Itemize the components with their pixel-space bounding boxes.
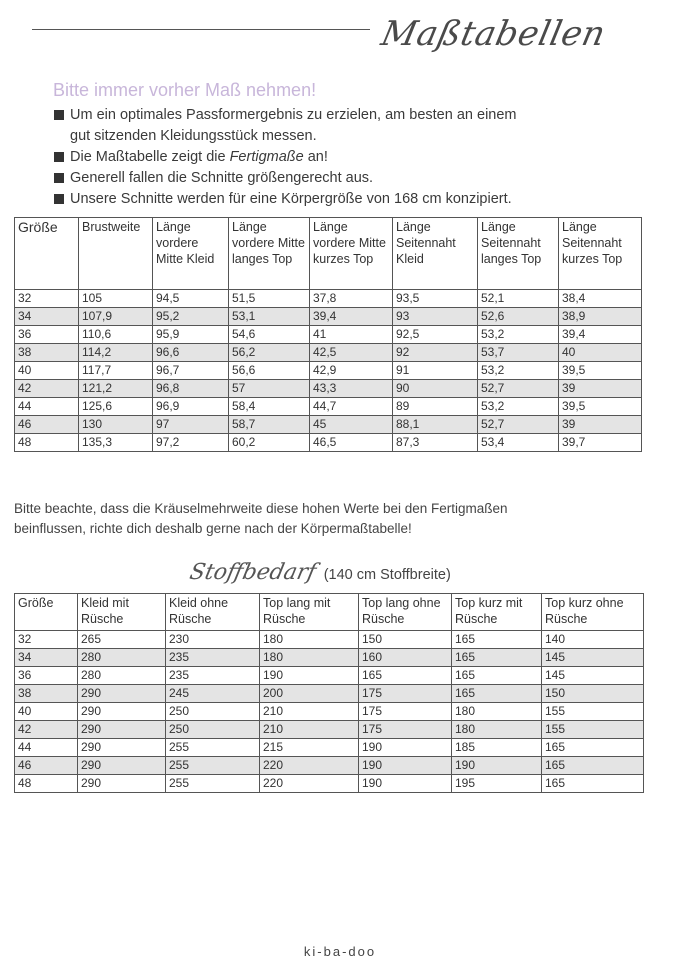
value-cell: 150 [542, 685, 644, 703]
value-cell: 39 [559, 416, 642, 434]
value-cell: 39,7 [559, 434, 642, 452]
value-cell: 160 [359, 649, 452, 667]
value-cell: 42,9 [310, 362, 393, 380]
column-header: Länge vordere Mitte langes Top [229, 218, 310, 290]
value-cell: 40 [559, 344, 642, 362]
size-cell: 32 [15, 290, 79, 308]
value-cell: 53,2 [478, 362, 559, 380]
header-divider [32, 29, 370, 30]
size-cell: 42 [15, 721, 78, 739]
value-cell: 150 [359, 631, 452, 649]
value-cell: 220 [260, 757, 359, 775]
size-cell: 40 [15, 703, 78, 721]
value-cell: 56,6 [229, 362, 310, 380]
fabric-subtitle: (140 cm Stoffbreite) [323, 567, 451, 583]
value-cell: 165 [452, 685, 542, 703]
value-cell: 54,6 [229, 326, 310, 344]
value-cell: 145 [542, 667, 644, 685]
size-cell: 46 [15, 757, 78, 775]
value-cell: 180 [260, 649, 359, 667]
value-cell: 190 [359, 775, 452, 793]
intro-bullet-list [54, 105, 517, 210]
fabric-heading [187, 560, 451, 585]
value-cell: 38,4 [559, 290, 642, 308]
value-cell: 255 [166, 739, 260, 757]
value-cell: 190 [260, 667, 359, 685]
measurement-table [14, 217, 642, 452]
value-cell: 165 [542, 757, 644, 775]
size-cell: 40 [15, 362, 79, 380]
value-cell: 57 [229, 380, 310, 398]
table-row [15, 308, 642, 326]
square-bullet-icon [54, 173, 64, 183]
size-cell: 34 [15, 308, 79, 326]
value-cell: 96,8 [153, 380, 229, 398]
value-cell: 145 [542, 649, 644, 667]
value-cell: 88,1 [393, 416, 478, 434]
value-cell: 165 [452, 667, 542, 685]
value-cell: 53,2 [478, 398, 559, 416]
brand-footer: ki-ba-doo [303, 944, 377, 959]
table-row [15, 416, 642, 434]
table-row [15, 362, 642, 380]
value-cell: 250 [166, 721, 260, 739]
value-cell: 121,2 [79, 380, 153, 398]
value-cell: 215 [260, 739, 359, 757]
bullet-text: Die Maßtabelle zeigt die [70, 149, 230, 165]
value-cell: 39,5 [559, 398, 642, 416]
size-cell: 34 [15, 649, 78, 667]
value-cell: 93,5 [393, 290, 478, 308]
value-cell: 56,2 [229, 344, 310, 362]
size-cell: 38 [15, 344, 79, 362]
bullet-emphasis: Fertigmaße [229, 149, 304, 165]
table-row [15, 398, 642, 416]
column-header: Länge vordere Mitte Kleid [153, 218, 229, 290]
value-cell: 51,5 [229, 290, 310, 308]
table-row [15, 290, 642, 308]
value-cell: 265 [78, 631, 166, 649]
column-header: Top kurz ohne Rüsche [542, 594, 644, 631]
value-cell: 235 [166, 667, 260, 685]
value-cell: 140 [542, 631, 644, 649]
value-cell: 58,4 [229, 398, 310, 416]
value-cell: 89 [393, 398, 478, 416]
value-cell: 43,3 [310, 380, 393, 398]
note-line: Bitte beachte, dass die Kräuselmehrweite diese hohen Werte bei den Fertigmaßen [14, 501, 508, 516]
value-cell: 92,5 [393, 326, 478, 344]
value-cell: 92 [393, 344, 478, 362]
value-cell: 52,6 [478, 308, 559, 326]
value-cell: 110,6 [79, 326, 153, 344]
value-cell: 255 [166, 757, 260, 775]
size-cell: 36 [15, 326, 79, 344]
table-row [15, 344, 642, 362]
value-cell: 245 [166, 685, 260, 703]
value-cell: 210 [260, 721, 359, 739]
value-cell: 39 [559, 380, 642, 398]
value-cell: 290 [78, 757, 166, 775]
value-cell: 210 [260, 703, 359, 721]
bullet-continuation [54, 126, 517, 147]
value-cell: 90 [393, 380, 478, 398]
value-cell: 290 [78, 685, 166, 703]
column-header: Länge Seitennaht kurzes Top [559, 218, 642, 290]
column-header: Kleid mit Rüsche [78, 594, 166, 631]
value-cell: 280 [78, 649, 166, 667]
value-cell: 195 [452, 775, 542, 793]
size-cell: 42 [15, 380, 79, 398]
size-cell: 46 [15, 416, 79, 434]
column-header: Länge vordere Mitte kurzes Top [310, 218, 393, 290]
table-row [15, 667, 644, 685]
bullet-text: gut sitzenden Kleidungsstück messen. [70, 128, 317, 144]
table-row [15, 703, 644, 721]
value-cell: 290 [78, 703, 166, 721]
size-cell: 36 [15, 667, 78, 685]
value-cell: 52,7 [478, 416, 559, 434]
value-cell: 97,2 [153, 434, 229, 452]
bullet-item [54, 189, 517, 210]
value-cell: 155 [542, 703, 644, 721]
table-row [15, 685, 644, 703]
value-cell: 96,7 [153, 362, 229, 380]
value-cell: 165 [542, 739, 644, 757]
value-cell: 87,3 [393, 434, 478, 452]
value-cell: 165 [542, 775, 644, 793]
square-bullet-icon [54, 152, 64, 162]
column-header: Brustweite [79, 218, 153, 290]
column-header: Größe [15, 594, 78, 631]
value-cell: 38,9 [559, 308, 642, 326]
value-cell: 190 [359, 739, 452, 757]
value-cell: 155 [542, 721, 644, 739]
value-cell: 60,2 [229, 434, 310, 452]
value-cell: 114,2 [79, 344, 153, 362]
value-cell: 95,2 [153, 308, 229, 326]
table-header-row [15, 218, 642, 290]
value-cell: 290 [78, 739, 166, 757]
value-cell: 185 [452, 739, 542, 757]
size-cell: 38 [15, 685, 78, 703]
bullet-item [54, 147, 517, 168]
value-cell: 93 [393, 308, 478, 326]
column-header: Größe [15, 218, 79, 290]
column-header: Top lang ohne Rüsche [359, 594, 452, 631]
square-bullet-icon [54, 194, 64, 204]
size-cell: 48 [15, 434, 79, 452]
value-cell: 45 [310, 416, 393, 434]
size-cell: 48 [15, 775, 78, 793]
value-cell: 52,1 [478, 290, 559, 308]
size-cell: 44 [15, 398, 79, 416]
value-cell: 96,9 [153, 398, 229, 416]
value-cell: 135,3 [79, 434, 153, 452]
value-cell: 53,2 [478, 326, 559, 344]
table-row [15, 775, 644, 793]
value-cell: 165 [359, 667, 452, 685]
value-cell: 97 [153, 416, 229, 434]
value-cell: 200 [260, 685, 359, 703]
value-cell: 230 [166, 631, 260, 649]
fabric-table [14, 593, 644, 793]
value-cell: 96,6 [153, 344, 229, 362]
value-cell: 94,5 [153, 290, 229, 308]
value-cell: 190 [452, 757, 542, 775]
value-cell: 180 [260, 631, 359, 649]
bullet-item [54, 168, 517, 189]
value-cell: 53,1 [229, 308, 310, 326]
note-line: beinflussen, richte dich deshalb gerne nach der Körpermaßtabelle! [14, 521, 412, 536]
table-row [15, 739, 644, 757]
value-cell: 53,4 [478, 434, 559, 452]
table-row [15, 631, 644, 649]
intro-headline: Bitte immer vorher Maß nehmen! [53, 80, 317, 100]
value-cell: 255 [166, 775, 260, 793]
value-cell: 42,5 [310, 344, 393, 362]
value-cell: 290 [78, 721, 166, 739]
bullet-text: Unsere Schnitte werden für eine Körpergröße von 168 cm konzipiert. [70, 191, 512, 207]
table-row [15, 434, 642, 452]
column-header: Top kurz mit Rüsche [452, 594, 542, 631]
size-cell: 44 [15, 739, 78, 757]
bullet-text: Generell fallen die Schnitte größengerecht aus. [70, 170, 374, 186]
value-cell: 175 [359, 685, 452, 703]
value-cell: 290 [78, 775, 166, 793]
table-header-row [15, 594, 644, 631]
column-header: Kleid ohne Rüsche [166, 594, 260, 631]
square-bullet-icon [54, 110, 64, 120]
table-row [15, 380, 642, 398]
table-row [15, 757, 644, 775]
value-cell: 175 [359, 703, 452, 721]
value-cell: 235 [166, 649, 260, 667]
table-row [15, 721, 644, 739]
value-cell: 250 [166, 703, 260, 721]
value-cell: 95,9 [153, 326, 229, 344]
value-cell: 105 [79, 290, 153, 308]
value-cell: 190 [359, 757, 452, 775]
value-cell: 39,5 [559, 362, 642, 380]
value-cell: 180 [452, 703, 542, 721]
value-cell: 52,7 [478, 380, 559, 398]
note-text [14, 499, 654, 539]
bullet-text: Um ein optimales Passformergebnis zu erzielen, am besten an einem [70, 107, 517, 123]
column-header: Länge Seitennaht Kleid [393, 218, 478, 290]
value-cell: 41 [310, 326, 393, 344]
value-cell: 280 [78, 667, 166, 685]
value-cell: 53,7 [478, 344, 559, 362]
value-cell: 130 [79, 416, 153, 434]
table-row [15, 649, 644, 667]
value-cell: 175 [359, 721, 452, 739]
column-header: Länge Seitennaht langes Top [478, 218, 559, 290]
value-cell: 125,6 [79, 398, 153, 416]
value-cell: 46,5 [310, 434, 393, 452]
value-cell: 117,7 [79, 362, 153, 380]
value-cell: 37,8 [310, 290, 393, 308]
value-cell: 39,4 [559, 326, 642, 344]
value-cell: 220 [260, 775, 359, 793]
bullet-text: an! [303, 149, 328, 165]
value-cell: 165 [452, 631, 542, 649]
value-cell: 44,7 [310, 398, 393, 416]
table-row [15, 326, 642, 344]
size-cell: 32 [15, 631, 78, 649]
value-cell: 165 [452, 649, 542, 667]
bullet-item [54, 105, 517, 126]
value-cell: 180 [452, 721, 542, 739]
value-cell: 107,9 [79, 308, 153, 326]
value-cell: 58,7 [229, 416, 310, 434]
fabric-title: Stoffbedarf [187, 560, 319, 585]
column-header: Top lang mit Rüsche [260, 594, 359, 631]
page-title: Maßtabellen [377, 14, 610, 54]
value-cell: 39,4 [310, 308, 393, 326]
value-cell: 91 [393, 362, 478, 380]
